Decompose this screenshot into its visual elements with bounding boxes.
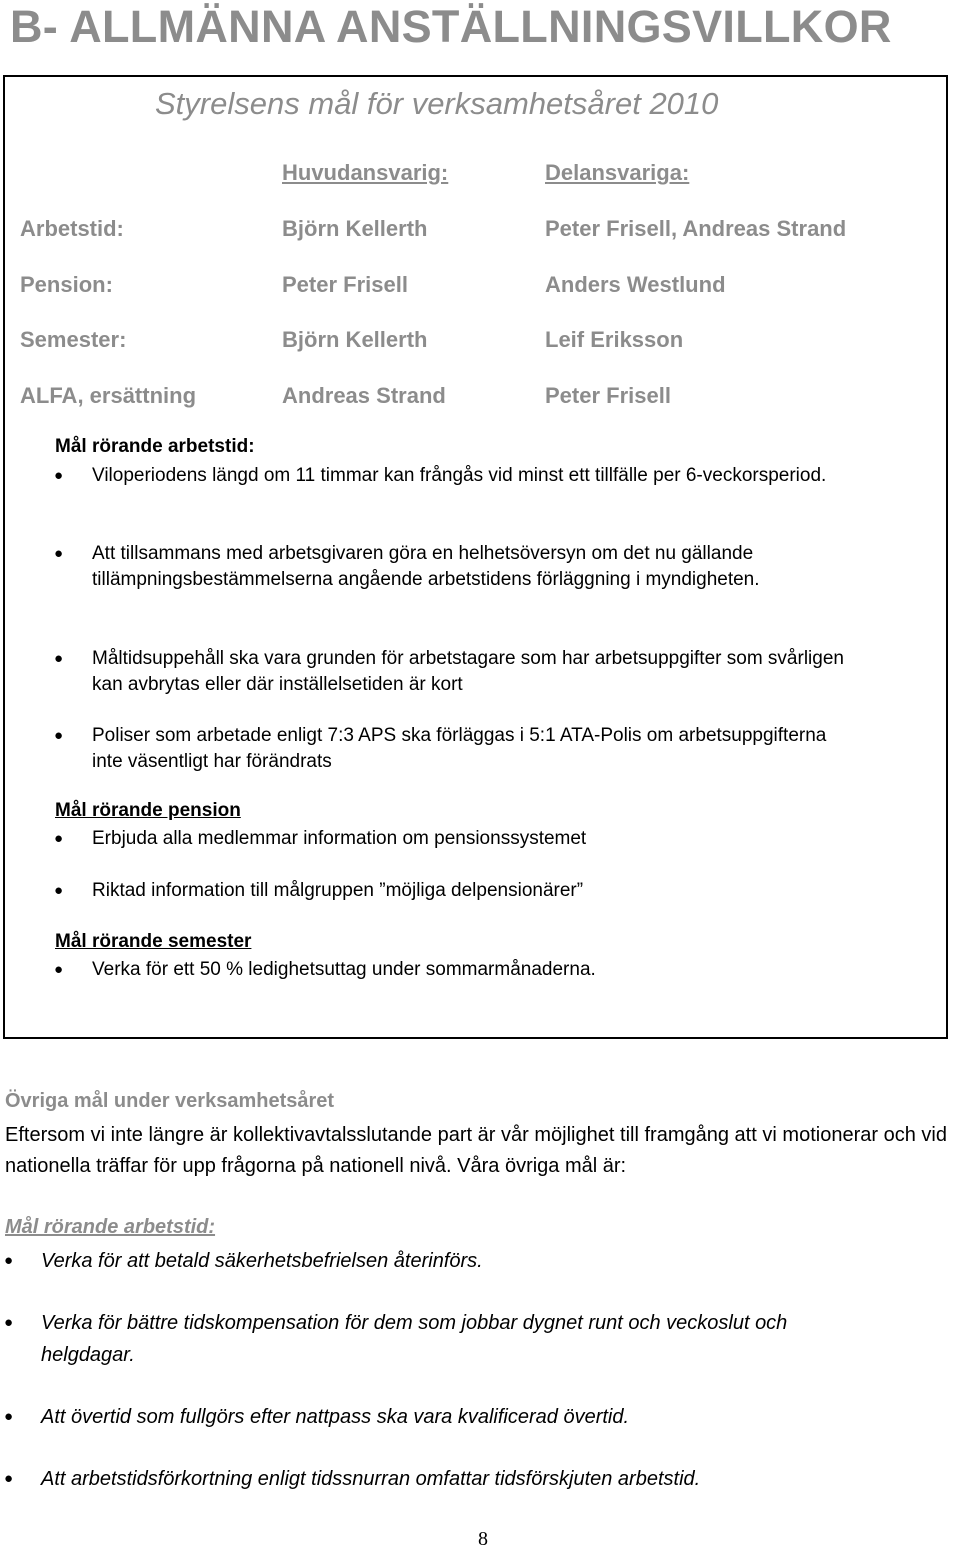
- section-title: Mål rörande arbetstid:: [55, 436, 255, 457]
- row-area: ALFA, ersättning: [20, 383, 197, 408]
- bullet-icon: ●: [4, 1314, 14, 1331]
- row-sub: Peter Frisell, Andreas Strand: [545, 216, 847, 241]
- bullet-icon: ●: [54, 830, 64, 847]
- bullet-icon: ●: [54, 467, 64, 484]
- row-area: Arbetstid:: [20, 216, 124, 241]
- page-number: 8: [478, 1528, 488, 1550]
- bullet-icon: ●: [4, 1470, 14, 1487]
- row-main: Andreas Strand: [282, 383, 446, 408]
- row-area: Pension:: [20, 272, 113, 297]
- page-heading: B- ALLMÄNNA ANSTÄLLNINGSVILLKOR: [10, 1, 892, 52]
- bullet-icon: ●: [54, 650, 64, 667]
- bullet-icon: ●: [54, 727, 64, 744]
- other-goals-paragraph: Eftersom vi inte längre är kollektivavtalsslutande part är vår möjlighet till framgång att vi motionerar och vid nationella träffar för upp frågorna på nationell nivå. Våra övriga mål är:: [5, 1124, 947, 1177]
- row-sub: Peter Frisell: [545, 383, 671, 408]
- row-main: Peter Frisell: [282, 272, 408, 297]
- section-title: Mål rörande arbetstid:: [5, 1216, 216, 1238]
- bullet-icon: ●: [4, 1252, 14, 1269]
- row-sub: Anders Westlund: [545, 272, 726, 297]
- bullet-icon: ●: [54, 545, 64, 562]
- other-goals-heading: Övriga mål under verksamhetsåret: [5, 1090, 335, 1112]
- bullet-icon: ●: [54, 961, 64, 978]
- section-title: Mål rörande semester: [55, 931, 252, 952]
- box-title: Styrelsens mål för verksamhetsåret 2010: [155, 86, 719, 121]
- col-header-main: Huvudansvarig:: [282, 160, 449, 185]
- row-main: Björn Kellerth: [282, 327, 428, 352]
- bullet-icon: ●: [4, 1408, 14, 1425]
- section-title: Mål rörande pension: [55, 800, 241, 821]
- col-header-sub: Delansvariga:: [545, 160, 690, 185]
- bullet-icon: ●: [54, 882, 64, 899]
- row-area: Semester:: [20, 327, 127, 352]
- row-sub: Leif Eriksson: [545, 327, 684, 352]
- row-main: Björn Kellerth: [282, 216, 428, 241]
